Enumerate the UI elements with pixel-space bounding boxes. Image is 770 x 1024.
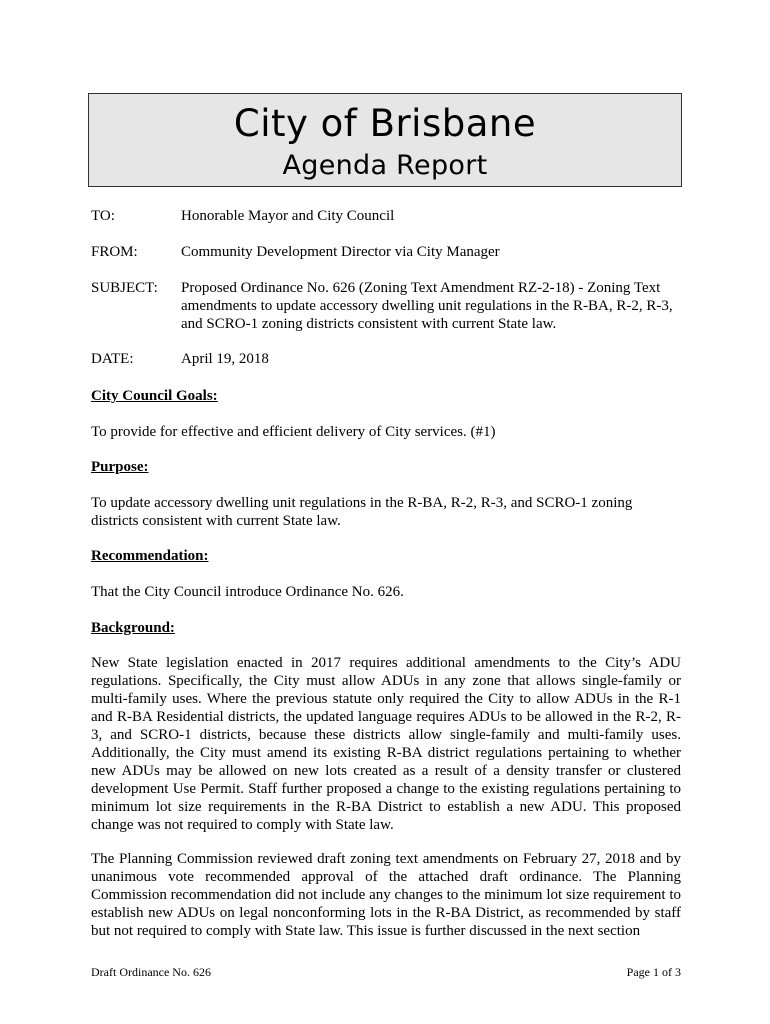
from-value: Community Development Director via City Manager [181, 244, 500, 260]
document-subtitle: Agenda Report [282, 150, 488, 181]
recommendation-heading: Recommendation: [91, 548, 209, 564]
date-value: April 19, 2018 [181, 351, 269, 367]
date-label: DATE: [91, 351, 134, 367]
subject-value: Proposed Ordinance No. 626 (Zoning Text Amendment RZ-2-18) - Zoning Text amendments to update accessory dwelling unit regulations in the R-BA, R-2, R-3, and SCRO-1 zoning districts consistent with current State law. [181, 280, 673, 332]
to-label: TO: [91, 208, 115, 224]
from-label: FROM: [91, 244, 138, 260]
document-title: City of Brisbane [233, 102, 537, 145]
background-paragraph-2: The Planning Commission reviewed draft zoning text amendments on February 27, 2018 and by unanimous vote recommended approval of the attached draft ordinance. The Planning Commission recommendation did not include any changes to the minimum lot size requirement to establish new ADUs on legal nonconforming lots in the R-BA District, as recommended by staff but not required to comply with State law. This issue is further discussed in the next section [91, 851, 681, 939]
to-value: Honorable Mayor and City Council [181, 208, 395, 224]
subject-label: SUBJECT: [91, 280, 158, 296]
background-heading: Background: [91, 620, 175, 636]
goals-heading: City Council Goals: [91, 388, 218, 404]
title-banner [88, 93, 682, 187]
footer-ordinance-label: Draft Ordinance No. 626 [91, 965, 211, 979]
recommendation-text: That the City Council introduce Ordinance No. 626. [91, 584, 404, 600]
goals-text: To provide for effective and efficient delivery of City services. (#1) [91, 424, 496, 440]
purpose-text: To update accessory dwelling unit regulations in the R-BA, R-2, R-3, and SCRO-1 zoning districts consistent with current State law. [91, 495, 633, 529]
footer-page-number: Page 1 of 3 [626, 965, 681, 979]
purpose-heading: Purpose: [91, 459, 149, 475]
background-paragraph-1: New State legislation enacted in 2017 requires additional amendments to the City’s ADU regulations. Specifically, the City must allow ADUs in any zone that allows single-family or multi-family uses. Where the previous statute only required the City to allow ADUs in the R-1 and R-BA Residential districts, the updated language requires ADUs to be allowed in the R-2, R-3, and SCRO-1 districts, because these districts allow single-family and multi-family uses. Additionally, the City must amend its existing R-BA district regulations pertaining to whether new ADUs may be allowed on new lots created as a result of a density transfer or clustered development Use Permit. Staff further proposed a change to the existing regulations pertaining to minimum lot size requirements in the R-BA District to establish a new ADU. This proposed change was not required to comply with State law. [91, 655, 681, 833]
